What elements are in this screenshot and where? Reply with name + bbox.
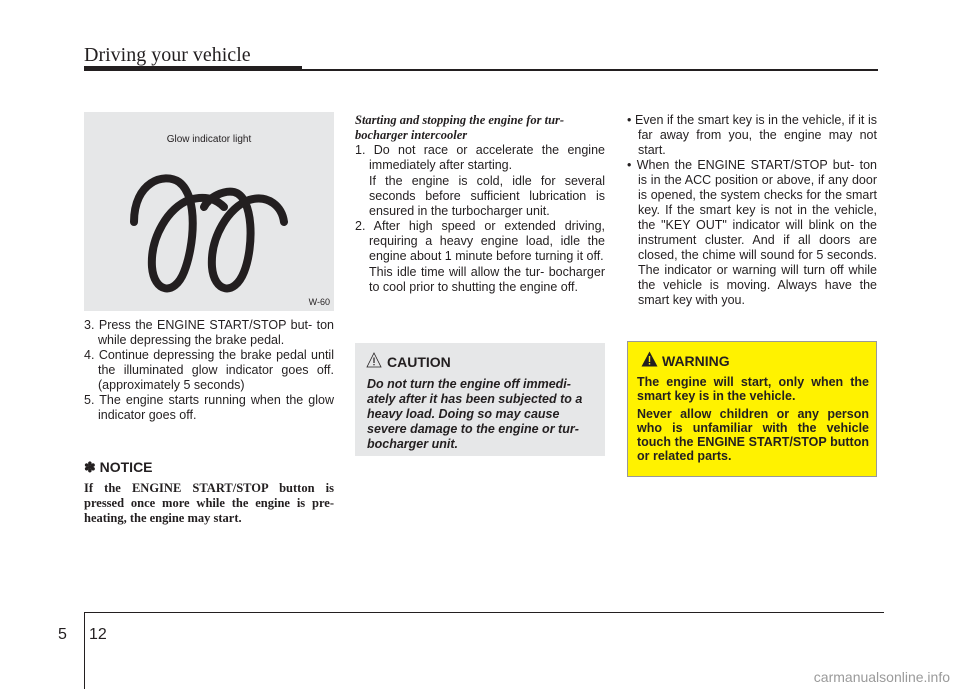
step-item: 3. Press the ENGINE START/STOP but- ton while depressing the brake pedal.	[84, 318, 334, 347]
notice-body: If the ENGINE START/STOP button is pressed once more while the engine is pre-heating, the engine may start.	[84, 481, 334, 525]
notice-heading: ✽ NOTICE	[84, 459, 153, 475]
page-header-title: Driving your vehicle	[84, 44, 251, 66]
step-item: 2. After high speed or extended driving, requiring a heavy engine load, idle the engine about 1 minute before turning it off.	[355, 219, 605, 263]
step-item: 1. Do not race or accelerate the engine immediately after starting.	[355, 143, 605, 172]
step-subparagraph: If the engine is cold, idle for several seconds before sufficient lubrication is ensured in the turbocharger unit.	[369, 174, 605, 218]
notice-symbol-icon: ✽	[84, 459, 96, 475]
bullet-item: • When the ENGINE START/STOP but- ton is in the ACC position or above, if any door is opened, the system checks for the smart key. If the smart key is not in the vehicle, the "KEY OUT" indicator will blink on the instrument cluster. And if all doors are closed, the chime will sound for 5 seconds. The indicator or warning will turn off while the vehicle is moving. Always have the smart key with you.	[627, 158, 877, 307]
section-heading: Starting and stopping the engine for tur- bocharger intercooler	[355, 113, 565, 142]
warning-box	[627, 341, 877, 477]
step-subparagraph: This idle time will allow the tur- bocharger to cool prior to shutting the engine off.	[369, 265, 605, 294]
caution-box	[355, 343, 605, 456]
step-item: 4. Continue depressing the brake pedal until the illuminated glow indicator goes off. (approximately 5 seconds)	[84, 348, 334, 392]
footer-rule	[84, 612, 884, 613]
warning-triangle-icon	[641, 351, 658, 367]
glow-indicator-figure	[84, 112, 334, 311]
header-rule-thin	[302, 69, 878, 71]
bullet-item: • Even if the smart key is in the vehicle, if it is far away from you, the engine may not start.	[627, 113, 877, 157]
warning-body	[637, 375, 869, 467]
glow-plug-coil-icon	[124, 162, 294, 302]
chapter-number: 5	[58, 626, 67, 643]
right-column	[627, 113, 877, 308]
figure-caption: Glow indicator light	[166, 134, 252, 145]
warning-title: WARNING	[662, 353, 730, 369]
caution-body: Do not turn the engine off immedi- ately after it has been subjected to a heavy load. Doing so may cause severe damage to the engine or tur- bocharger unit.	[367, 377, 583, 451]
step-item: 5. The engine starts running when the glow indicator goes off.	[84, 393, 334, 422]
page-number: 12	[89, 626, 107, 643]
footer-vertical-rule	[84, 612, 85, 689]
figure-code: W-60	[308, 297, 330, 307]
left-steps	[84, 318, 334, 423]
caution-title: CAUTION	[387, 354, 451, 370]
warning-paragraph: Never allow children or any person who is unfamiliar with the vehicle touch the ENGINE START/STOP button or related parts.	[637, 407, 869, 463]
header-rule-thick	[84, 66, 302, 71]
watermark: carmanualsonline.info	[813, 669, 950, 685]
warning-paragraph: The engine will start, only when the smart key is in the vehicle.	[637, 375, 869, 403]
caution-triangle-icon	[366, 352, 382, 368]
middle-column	[355, 113, 605, 295]
